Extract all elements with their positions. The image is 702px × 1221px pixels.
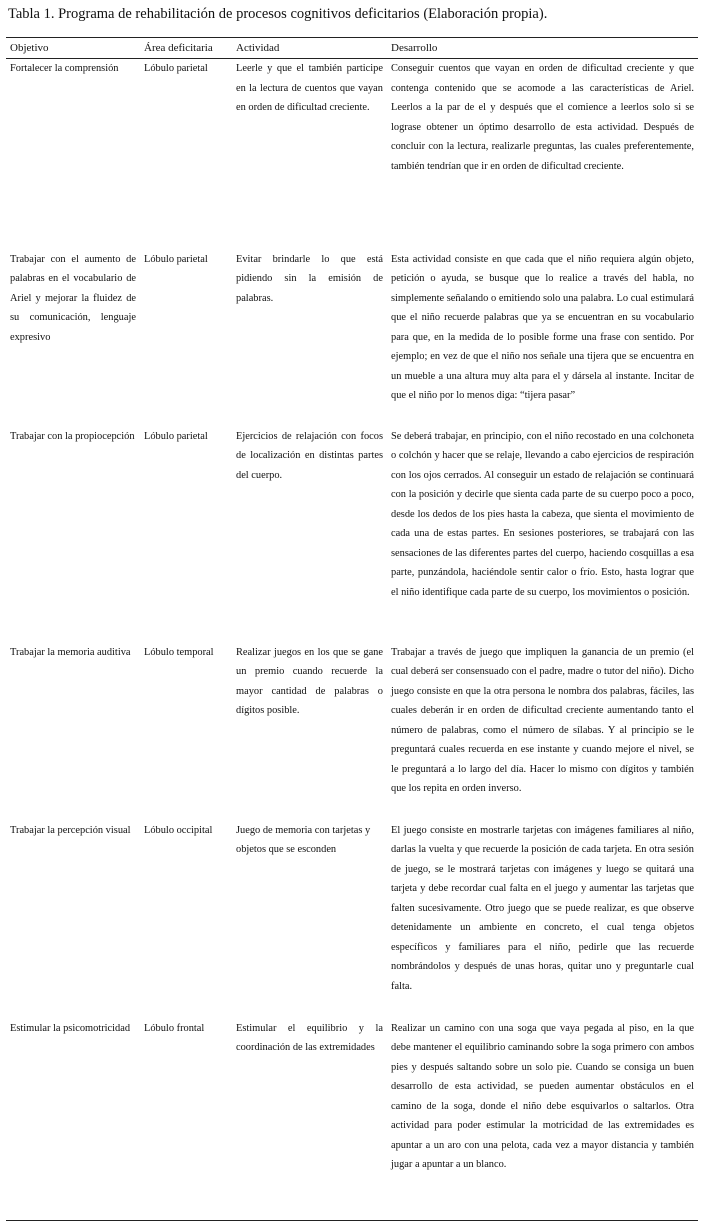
cell-area: Lóbulo temporal xyxy=(144,646,214,658)
cell-actividad: Juego de memoria con tarjetas y objetos que se esconden xyxy=(236,824,371,855)
header-desarrollo: Desarrollo xyxy=(387,38,698,59)
cell-objetivo: Trabajar la memoria auditiva xyxy=(10,646,131,658)
rehabilitation-program-table xyxy=(6,37,698,1221)
cell-desarrollo: Realizar un camino con una soga que vaya pegada al piso, en la que debe mantener el equilibrio caminando sobre la soga primero con ambos pies y después saltando sobre un solo pie. Cuando se consiga un buen desarrollo de esta actividad, se pueden aumentar obstáculos en el camino de la soga, donde el niño debe esquivarlos o saltarlos. Otra actividad para poder estimular la motricidad de las extremidades es apuntar a un aro con una pelota, cada vez a mayor distancia y también jugar a apuntar a un blanco. xyxy=(387,1019,698,1221)
cell-area: Lóbulo occipital xyxy=(144,824,213,836)
table-row xyxy=(6,427,698,643)
cell-desarrollo: Conseguir cuentos que vayan en orden de dificultad creciente y que contenga contenido que se acomode a las características de Ariel. Leerlos a la par de el y después que el comience a leerlos solo si se lograse obtener un óptimo desarrollo de esta actividad. Después de concluir con la lectura, realizarle preguntas, las cuales preferentemente, también tendrían que ir en orden de dificultad creciente. xyxy=(391,63,694,172)
table-row xyxy=(6,59,698,250)
cell-actividad: Evitar brindarle lo que está pidiendo sin la emisión de palabras. xyxy=(236,253,383,304)
cell-desarrollo: Trabajar a través de juego que impliquen la ganancia de un premio (el cual deberá ser consensuado con el padre, madre o tutor del niño). Dicho juego consiste en que la otra persona le nombra dos palabras, fáciles, las cuales deberán ir en orden de dificultad creciente aumentando tanto el número de palabras, como el número de sílabas. Y al principio se le preguntará cuales recuerda en ese instante y cuando mejore el nivel, se le preguntará a lo largo del día. Hacer lo mismo con dígitos y también que los repita en orden inverso. xyxy=(391,646,694,794)
table-header-row xyxy=(6,38,698,59)
cell-area: Lóbulo frontal xyxy=(140,1019,232,1221)
cell-actividad: Estimular el equilibrio y la coordinación de las extremidades xyxy=(232,1019,387,1221)
table-row xyxy=(6,643,698,821)
cell-desarrollo: Se deberá trabajar, en principio, con el niño recostado en una colchoneta o colchón y hacer que se relaje, llevando a cabo ejercicios de respiración con los ojos cerrados. Al conseguir un estado de relajación se continuará con la posición y decirle que sienta cada parte de su cuerpo poco a poco, desde los dedos de los pies hasta la cabeza, que sienta el movimiento de cada una de estas partes. En sesiones posteriores, se trabajará con las sensaciones de las diferentes partes del cuerpo, haciendo cosquillas a esa parte, punzándola, haciéndole sentir calor o frío. Esto, hasta lograr que el niño identifique cada parte de su cuerpo, los movimientos o posición. xyxy=(391,430,694,598)
cell-area: Lóbulo parietal xyxy=(144,63,208,74)
cell-desarrollo: El juego consiste en mostrarle tarjetas con imágenes familiares al niño, darlas la vuelta y que recuerde la posición de cada tarjeta. En otra sesión de juego, se le mostrará tarjetas con imágenes y luego se quitará una tarjeta y debe recordar cual falta en el juego y aumentar las tarjetas que falten sucesivamente. Otro juego que se puede realizar, es que observe detenidamente un ambiente en concreto, el cual tenga objetos específicos y familiares para el niño, pedirle que las recuerde nombrándolos y después de unas horas, quitar uno y preguntarle cual falta. xyxy=(391,824,694,992)
cell-actividad: Ejercicios de relajación con focos de localización en distintas partes del cuerpo. xyxy=(236,430,383,481)
cell-actividad: Leerle y que el también participe en la lectura de cuentos que vayan en orden de dificultad creciente. xyxy=(236,63,383,113)
header-objetivo: Objetivo xyxy=(6,38,140,59)
header-actividad: Actividad xyxy=(232,38,387,59)
cell-objetivo: Fortalecer la comprensión xyxy=(10,63,119,74)
cell-actividad: Realizar juegos en los que se gane un premio cuando recuerde la mayor cantidad de palabras o dígitos posible. xyxy=(236,646,383,716)
cell-objetivo: Estimular la psicomotricidad xyxy=(6,1019,140,1221)
cell-objetivo: Trabajar la percepción visual xyxy=(10,824,131,836)
header-area-deficitaria: Área deficitaria xyxy=(140,38,232,59)
table-caption: Tabla 1. Programa de rehabilitación de procesos cognitivos deficitarios (Elaboración propia). xyxy=(8,6,548,22)
table-row xyxy=(6,821,698,1019)
table-row xyxy=(6,1019,698,1221)
cell-desarrollo: Esta actividad consiste en que cada que el niño requiera algún objeto, petición o ayuda, se busque que lo realice a través del habla, no simplemente señalando o emitiendo solo una palabra. Lo cual estimulará que el niño recuerde palabras que ya se encuentran en su vocabulario para que, en la medida de lo posible forme una frase con sentido. Por ejemplo; en vez de que el niño nos señale una tijera que se encuentra en un mueble a una altura muy alta para el y dársela al instante. Incitar de que el niño por lo menos diga: “tijera pasar” xyxy=(391,253,694,401)
cell-area: Lóbulo parietal xyxy=(144,253,208,265)
cell-objetivo: Trabajar con la propiocepción xyxy=(10,430,135,442)
cell-objetivo: Trabajar con el aumento de palabras en el vocabulario de Ariel y mejorar la fluidez de su comunicación, lenguaje expresivo xyxy=(10,253,136,343)
cell-area: Lóbulo parietal xyxy=(144,430,208,442)
table-row xyxy=(6,250,698,427)
